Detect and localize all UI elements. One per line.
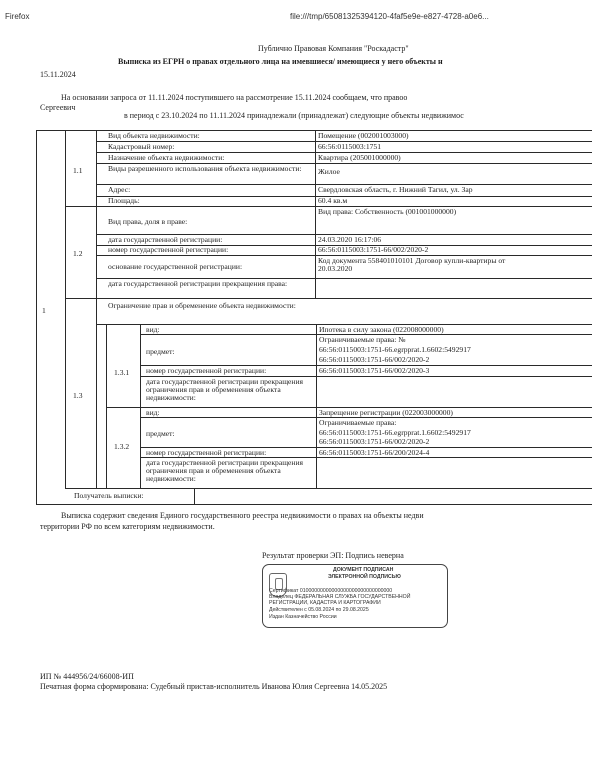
org-name: Публично Правовая Компания "Роскадастр" — [258, 44, 409, 53]
section-1-1: 1.1 — [73, 166, 83, 175]
section-1-3-2: 1.3.2 — [114, 442, 130, 451]
enc1-kind-value: Ипотека в силу закона (022008000000) — [319, 325, 444, 334]
row-number: 1 — [42, 306, 46, 315]
intro-line-1: На основании запроса от 11.11.2024 поступившего на рассмотрение 15.11.2024 сообщаем, что правоо — [61, 93, 408, 102]
address-value: Свердловская область, г. Нижний Тагил, ул. Зар — [318, 185, 473, 194]
stamp-issuer: Издан Казначейство России — [269, 614, 337, 620]
intro-line-2: Сергеевич — [40, 103, 76, 112]
enc1-stop-label: дата государственной регистрации прекращения ограничения прав и обременения объекта недвижимости: — [146, 377, 304, 402]
doc-date: 15.11.2024 — [40, 70, 76, 79]
reg-number-label: номер государственной регистрации: — [108, 245, 229, 254]
stamp-title-1: ДОКУМЕНТ ПОДПИСАН — [333, 567, 394, 573]
enc2-stop-label: дата государственной регистрации прекращения ограничения прав и обременения объекта недвижимости: — [146, 458, 304, 483]
enc2-kind-value: Запрещение регистрации (022003000000) — [319, 408, 453, 417]
section-1-2: 1.2 — [73, 249, 83, 258]
reg-date-label: дата государственной регистрации: — [108, 235, 223, 244]
e-signature-stamp — [262, 564, 448, 628]
section-1-3-1: 1.3.1 — [114, 368, 130, 377]
note-line-1: Выписка содержит сведения Единого государственного реестра недвижимости о правах на объекты недви — [61, 511, 424, 520]
area-value: 60.4 кв.м — [318, 196, 348, 205]
print-form-info: Печатная форма сформирована: Судебный пристав-исполнитель Иванова Юлия Сергеевна 14.05.2025 — [40, 682, 388, 691]
cadastral-value: 66:56:0115003:1751 — [318, 142, 382, 151]
stop-date-label: дата государственной регистрации прекращения права: — [108, 279, 288, 288]
reg-date-value: 24.03.2020 16:17:06 — [318, 235, 382, 244]
cadastral-label: Кадастровый номер: — [108, 142, 175, 151]
recipient-label: Получатель выписки: — [74, 491, 144, 500]
enc1-number-label: номер государственной регистрации: — [146, 366, 267, 375]
file-url: file:///tmp/65081325394120-4faf5e9e-e827-4728-a0e6... — [290, 12, 489, 21]
doc-title: Выписка из ЕГРН о правах отдельного лица на имевшиеся/ имеющиеся у него объекты н — [118, 57, 443, 66]
obj-type-label: Вид объекта недвижимости: — [108, 131, 200, 140]
purpose-label: Назначение объекта недвижимости: — [108, 153, 225, 162]
enc2-subject-line1: Ограничиваемые права: — [319, 418, 397, 427]
enc2-number-label: номер государственной регистрации: — [146, 448, 267, 457]
enc1-number-value: 66:56:0115003:1751-66/002/2020-3 — [319, 366, 430, 375]
enc1-subject-line1: Ограничиваемые права: № — [319, 335, 406, 344]
enc2-kind-label: вид: — [146, 408, 160, 417]
enc2-subject-line2: 66:56:0115003:1751-66.egrpprat.1.6602:5492917 — [319, 428, 471, 437]
use-value: Жилое — [318, 167, 340, 176]
basis-value: Код документа 558401010101 Договор купли-квартиры от 20.03.2020 — [318, 256, 506, 273]
purpose-value: Квартира (205001000000) — [318, 153, 401, 162]
right-label: Вид права, доля в праве: — [108, 217, 188, 226]
stamp-cert: Сертификат 01000000000000000000000000000000 — [269, 588, 393, 594]
enc2-subject-label: предмет: — [146, 429, 175, 438]
area-label: Площадь: — [108, 196, 140, 205]
signature-check-result: Результат проверки ЭП: Подпись неверна — [262, 551, 404, 560]
note-line-2: территории РФ по всем категориям недвижимости. — [40, 522, 215, 531]
intro-line-3: в период с 23.10.2024 по 11.11.2024 принадлежали (принадлежат) следующие объекты недвижимос — [124, 111, 464, 120]
enforcement-number: ИП № 444956/24/66008-ИП — [40, 672, 134, 681]
reg-number-value: 66:56:0115003:1751-66/002/2020-2 — [318, 245, 429, 254]
enc2-number-value: 66:56:0115003:1751-66/200/2024-4 — [319, 448, 430, 457]
enc1-subject-label: предмет: — [146, 347, 175, 356]
stamp-owner: Владелец ФЕДЕРАЛЬНАЯ СЛУЖБА ГОСУДАРСТВЕННОЙ РЕГИСТРАЦИИ, КАДАСТРА И КАРТОГРАФИИ — [269, 594, 411, 606]
enc1-kind-label: вид: — [146, 325, 160, 334]
enc1-subject-line3: 66:56:0115003:1751-66/002/2020-2 — [319, 355, 430, 364]
section-1-3: 1.3 — [73, 391, 83, 400]
use-label: Виды разрешенного использования объекта недвижимости: — [108, 164, 302, 173]
right-value: Вид права: Собственность (001001000000) — [318, 207, 457, 216]
enc2-subject-line3: 66:56:0115003:1751-66/002/2020-2 — [319, 437, 430, 446]
encumbrance-label: Ограничение прав и обременение объекта недвижимости: — [108, 301, 296, 310]
enc1-subject-line2: 66:56:0115003:1751-66.egrpprat.1.6602:5492917 — [319, 345, 471, 354]
obj-type-value: Помещение (002001003000) — [318, 131, 409, 140]
browser-name: Firefox — [5, 12, 30, 21]
basis-label: основание государственной регистрации: — [108, 262, 243, 271]
stamp-valid: Действителен с 05.08.2024 по 29.08.2025 — [269, 607, 369, 613]
stamp-title-2: ЭЛЕКТРОННОЙ ПОДПИСЬЮ — [328, 574, 401, 580]
address-label: Адрес: — [108, 185, 131, 194]
